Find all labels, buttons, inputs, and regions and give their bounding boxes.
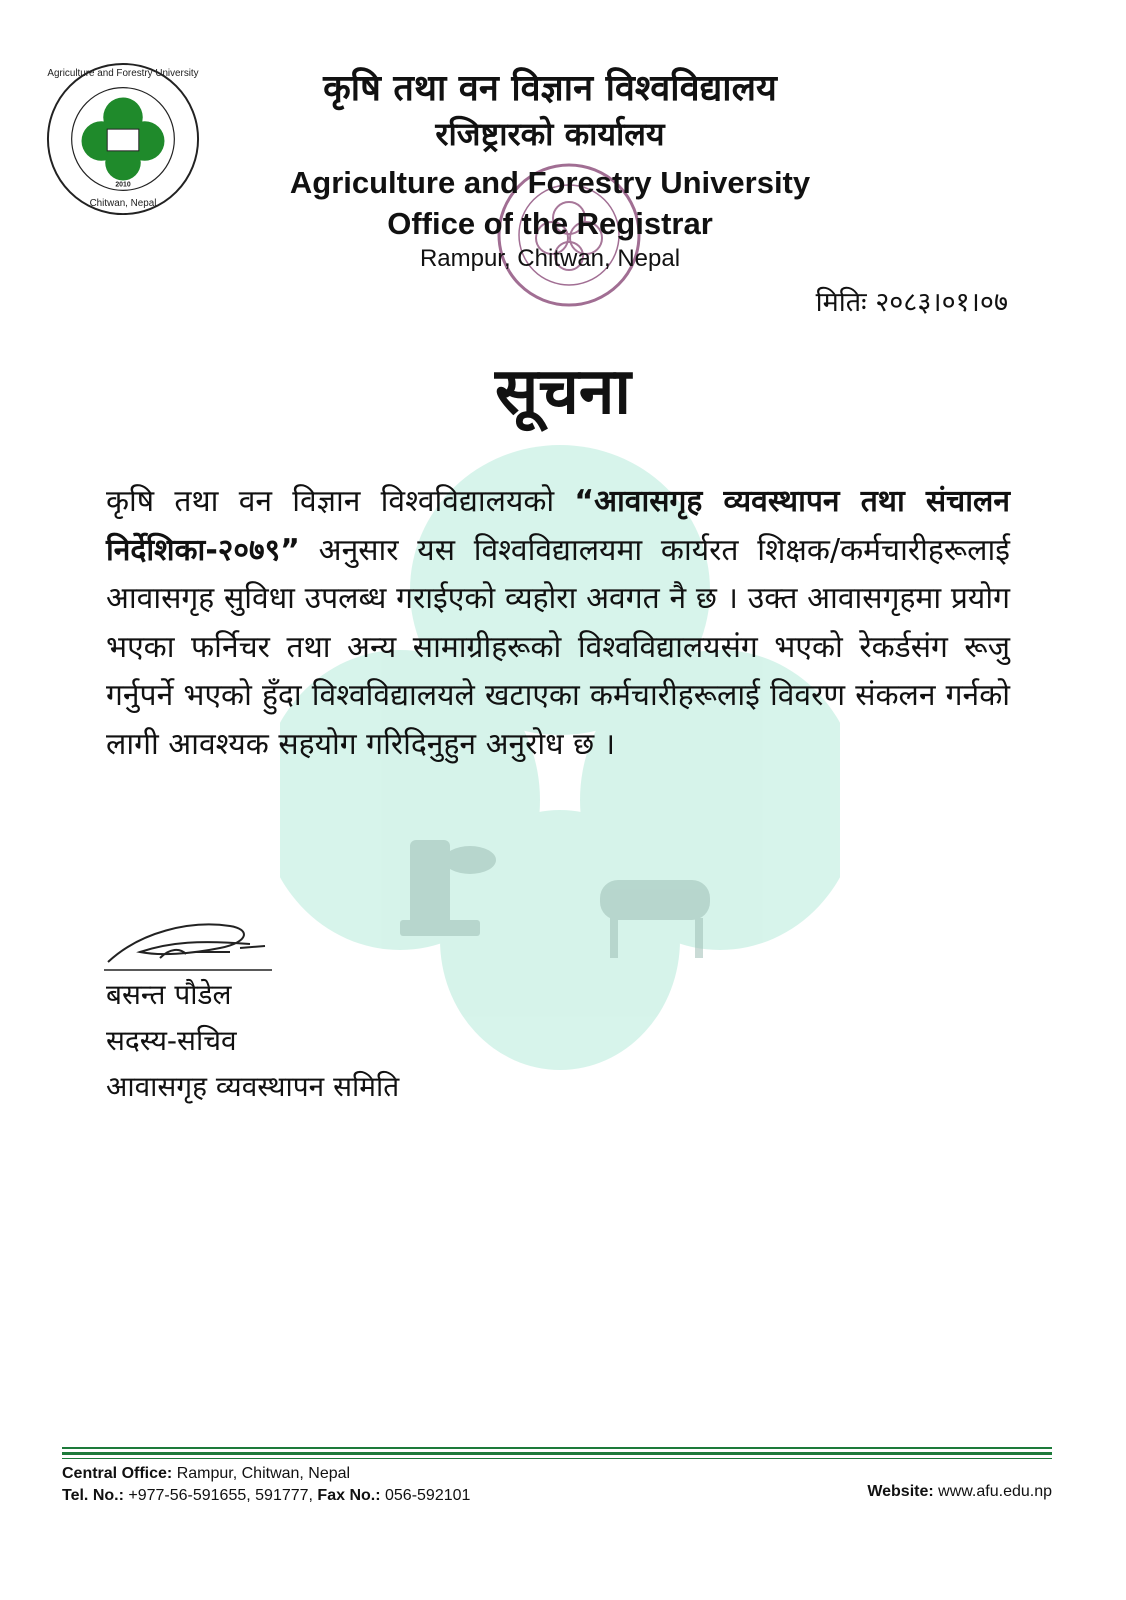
footer-fax-value: 056-592101 [380,1487,471,1504]
university-logo [44,60,202,218]
footer-website [867,1483,1052,1501]
university-name-nepali: कृषि तथा वन विज्ञान विश्वविद्यालय [323,68,777,109]
footer-website-link[interactable]: www.afu.edu.np [933,1483,1052,1500]
footer-tel-label: Tel. No.: [62,1487,124,1504]
signatory-designation: सदस्य-सचिव [106,1024,237,1057]
footer-rule [62,1447,1052,1449]
footer-website-label: Website: [867,1483,934,1500]
footer-central-office [62,1465,350,1483]
footer-rule [62,1458,1052,1459]
signatory-committee: आवासगृह व्यवस्थापन समिति [106,1070,400,1103]
footer-tel-value: +977-56-591655, 591777, [123,1487,318,1504]
footer-contact [62,1487,470,1505]
office-name-nepali: रजिष्ट्रारको कार्यालय [435,115,665,153]
logo-year: 2010 [115,181,131,189]
footer-central-label: Central Office: [62,1465,173,1482]
logo-place: Chitwan, Nepal [89,198,157,210]
notice-body [106,478,1010,769]
notice-title: सूचना [495,355,631,429]
university-name-english: Agriculture and Forestry University [289,165,811,200]
notice-date: मितिः २०८३।०१।०७ [815,287,1008,318]
signatory-name: बसन्त पौडेल [106,978,232,1011]
footer-rule [62,1452,1052,1455]
footer-fax-label: Fax No.: [317,1487,381,1504]
address-line: Rampur, Chitwan, Nepal [419,245,681,272]
body-text-part2: अनुसार यस विश्वविद्यालयमा कार्यरत शिक्षक/कर्मचारीहरूलाई आवासगृह सुविधा उपलब्ध गराईएको व्यहोरा अवगत नै छ । उक्त आवासगृहमा प्रयोग भएका फर्निचर तथा अन्य सामाग्रीहरूको विश्वविद्यालयसंग भएको रेकर्डसंग रूजु गर्नुपर्ने भएको हुँदा विश्वविद्यालयले खटाएका कर्मचारीहरूलाई विवरण संकलन गर्नको लागी आवश्यक सहयोग गरिदिनुहुन अनुरोध छ । [106,532,1010,762]
svg-text:Agriculture and Forestry Unive: Agriculture and Forestry University [47,67,199,79]
footer-central-value: Rampur, Chitwan, Nepal [172,1465,351,1482]
body-quoted-title: “आवासगृह व्यवस्थापन तथा संचालन निर्देशिका-२०७९” [106,484,1010,568]
signatory-block [106,972,399,1110]
office-name-english: Office of the Registrar [387,206,713,241]
body-text-part1: कृषि तथा वन विज्ञान विश्वविद्यालयको [106,484,575,519]
